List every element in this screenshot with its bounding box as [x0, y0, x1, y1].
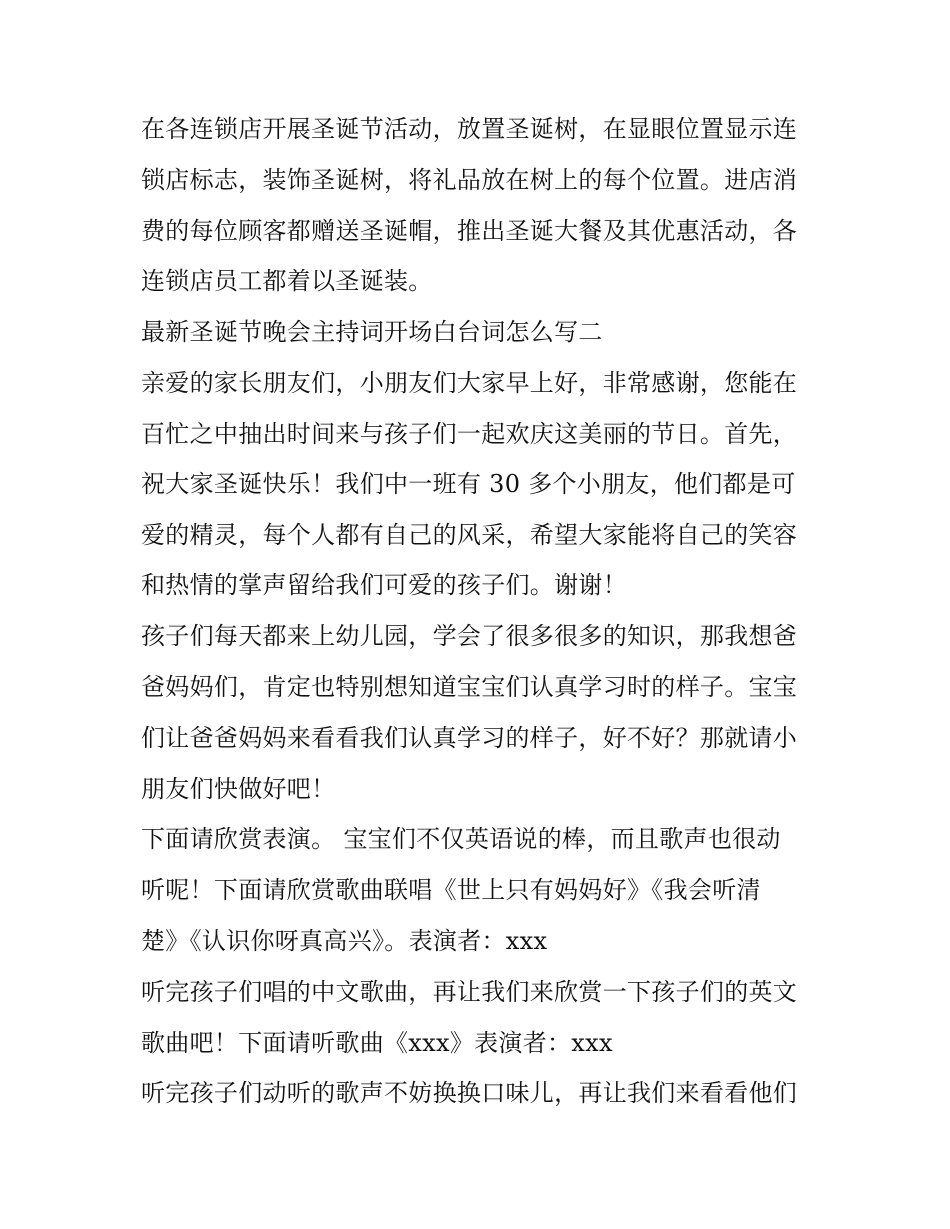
section-heading: 最新圣诞节晚会主持词开场白台词怎么写二: [141, 318, 603, 346]
text-line: 朋友们快做好吧！: [141, 775, 336, 803]
text-line: 连锁店员工都着以圣诞装。: [141, 267, 433, 295]
text-line: 听完孩子们动听的歌声不妨换换口味儿，再让我们来看看他们: [141, 1079, 798, 1107]
text-line: 锁店标志，装饰圣诞树，将礼品放在树上的每个位置。进店消: [141, 166, 798, 194]
text-line: 孩子们每天都来上幼儿园，学会了很多很多的知识，那我想爸: [141, 622, 798, 650]
text-line: 听呢！下面请欣赏歌曲联唱《世上只有妈妈好》《我会听清: [141, 876, 761, 904]
text-line: 百忙之中抽出时间来与孩子们一起欢庆这美丽的节日。首先，: [141, 420, 798, 448]
text-line: 和热情的掌声留给我们可爱的孩子们。谢谢！: [141, 571, 627, 599]
text-line: 费的每位顾客都赠送圣诞帽，推出圣诞大餐及其优惠活动，各: [141, 217, 798, 245]
text-line: 们让爸爸妈妈来看看我们认真学习的样子，好不好？那就请小: [141, 724, 798, 752]
text-line: 爸妈妈们，肯定也特别想知道宝宝们认真学习时的样子。宝宝: [141, 673, 798, 701]
text-line: 听完孩子们唱的中文歌曲，再让我们来欣赏一下孩子们的英文: [141, 978, 798, 1006]
text-line: 歌曲吧！下面请听歌曲《xxx》表演者：xxx: [141, 1029, 613, 1057]
text-line: 亲爱的家长朋友们，小朋友们大家早上好，非常感谢，您能在: [141, 369, 798, 397]
text-line: 下面请欣赏表演。 宝宝们不仅英语说的棒，而且歌声也很动: [141, 825, 781, 853]
text-line: 爱的精灵，每个人都有自己的风采，希望大家能将自己的笑容: [141, 521, 798, 549]
text-line: 祝大家圣诞快乐！我们中一班有 30 多个小朋友，他们都是可: [141, 470, 796, 498]
text-line: 楚》《认识你呀真高兴》。表演者：xxx: [141, 927, 548, 955]
text-line: 在各连锁店开展圣诞节活动，放置圣诞树，在显眼位置显示连: [141, 115, 798, 143]
